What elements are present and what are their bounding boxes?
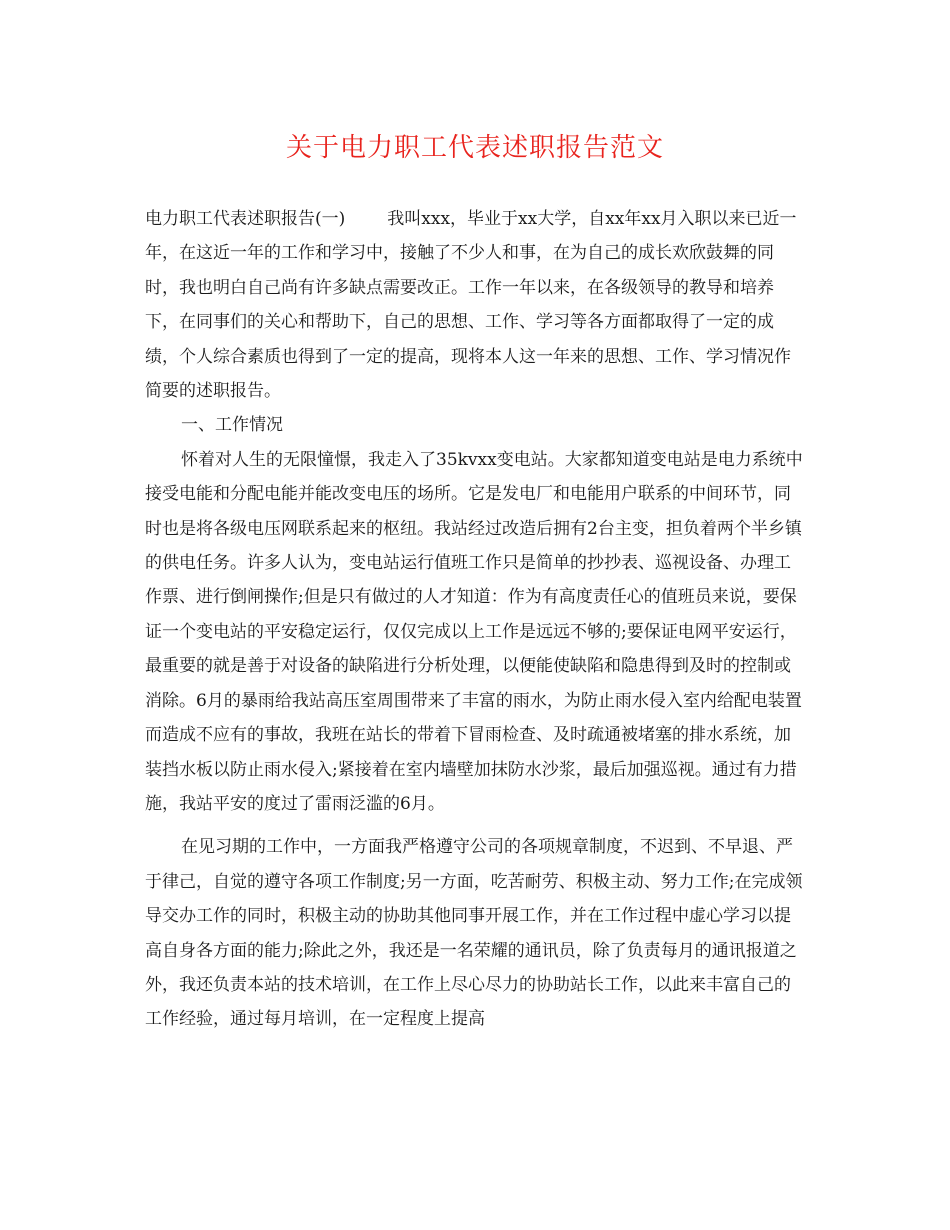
subheading-work: 一、工作情况 <box>181 415 283 436</box>
intro-paragraph <box>145 202 807 408</box>
body-paragraph-1: 怀着对人生的无限憧憬，我走入了35kvxx变电站。大家都知道变电站是电力系统中接受电能和分配电能并能改变电压的场所。它是发电厂和电能用户联系的中间环节，同时也是将各级电压网联系起来的枢纽。我站经过改造后拥有2台主变，担负着两个半乡镇的供电任务。许多人认为，变电站运行值班工作只是简单的抄抄表、巡视设备、办理工作票、进行倒闸操作;但是只有做过的人才知道：作为有高度责任心的值班员来说，要保证一个变电站的平安稳定运行，仅仅完成以上工作是远远不够的;要保证电网平安运行，最重要的就是善于对设备的缺陷进行分析处理，以便能使缺陷和隐患得到及时的控制或消除。6月的暴雨给我站高压室周围带来了丰富的雨水，为防止雨水侵入室内给配电装置而造成不应有的事故，我班在站长的带着下冒雨检查、及时疏通被堵塞的排水系统，加装挡水板以防止雨水侵入;紧接着在室内墙壁加抹防水沙浆，最后加强巡视。通过有力措施，我站平安的度过了雷雨泛滥的6月。 <box>145 449 803 814</box>
document-body <box>145 202 807 1037</box>
document-title: 关于电力职工代表述职报告范文 <box>285 133 664 163</box>
section-heading: 电力职工代表述职报告(一) <box>145 209 346 229</box>
intro-text: 我叫xxx，毕业于xx大学，自xx年xx月入职以来已近一年，在这近一年的工作和学习中，接触了不少人和事，在为自己的成长欢欣鼓舞的同时，我也明白自己尚有许多缺点需要改正。工作一年以来，在各级领导的教导和培养下，在同事们的关心和帮助下，自己的思想、工作、学习等各方面都取得了一定的成绩，个人综合素质也得到了一定的提高，现将本人这一年来的思想、工作、学习情况作简要的述职报告。 <box>145 209 797 402</box>
body-paragraph-2: 在见习期的工作中，一方面我严格遵守公司的各项规章制度，不迟到、不早退、严于律己，自觉的遵守各项工作制度;另一方面，吃苦耐劳、积极主动、努力工作;在完成领导交办工作的同时，积极主动的协助其他同事开展工作，并在工作过程中虚心学习以提高自身各方面的能力;除此之外，我还是一名荣耀的通讯员，除了负责每月的通讯报道之外，我还负责本站的技术培训，在工作上尽心尽力的协助站长工作，以此来丰富自己的工作经验，通过每月培训，在一定程度上提高 <box>145 837 803 1030</box>
